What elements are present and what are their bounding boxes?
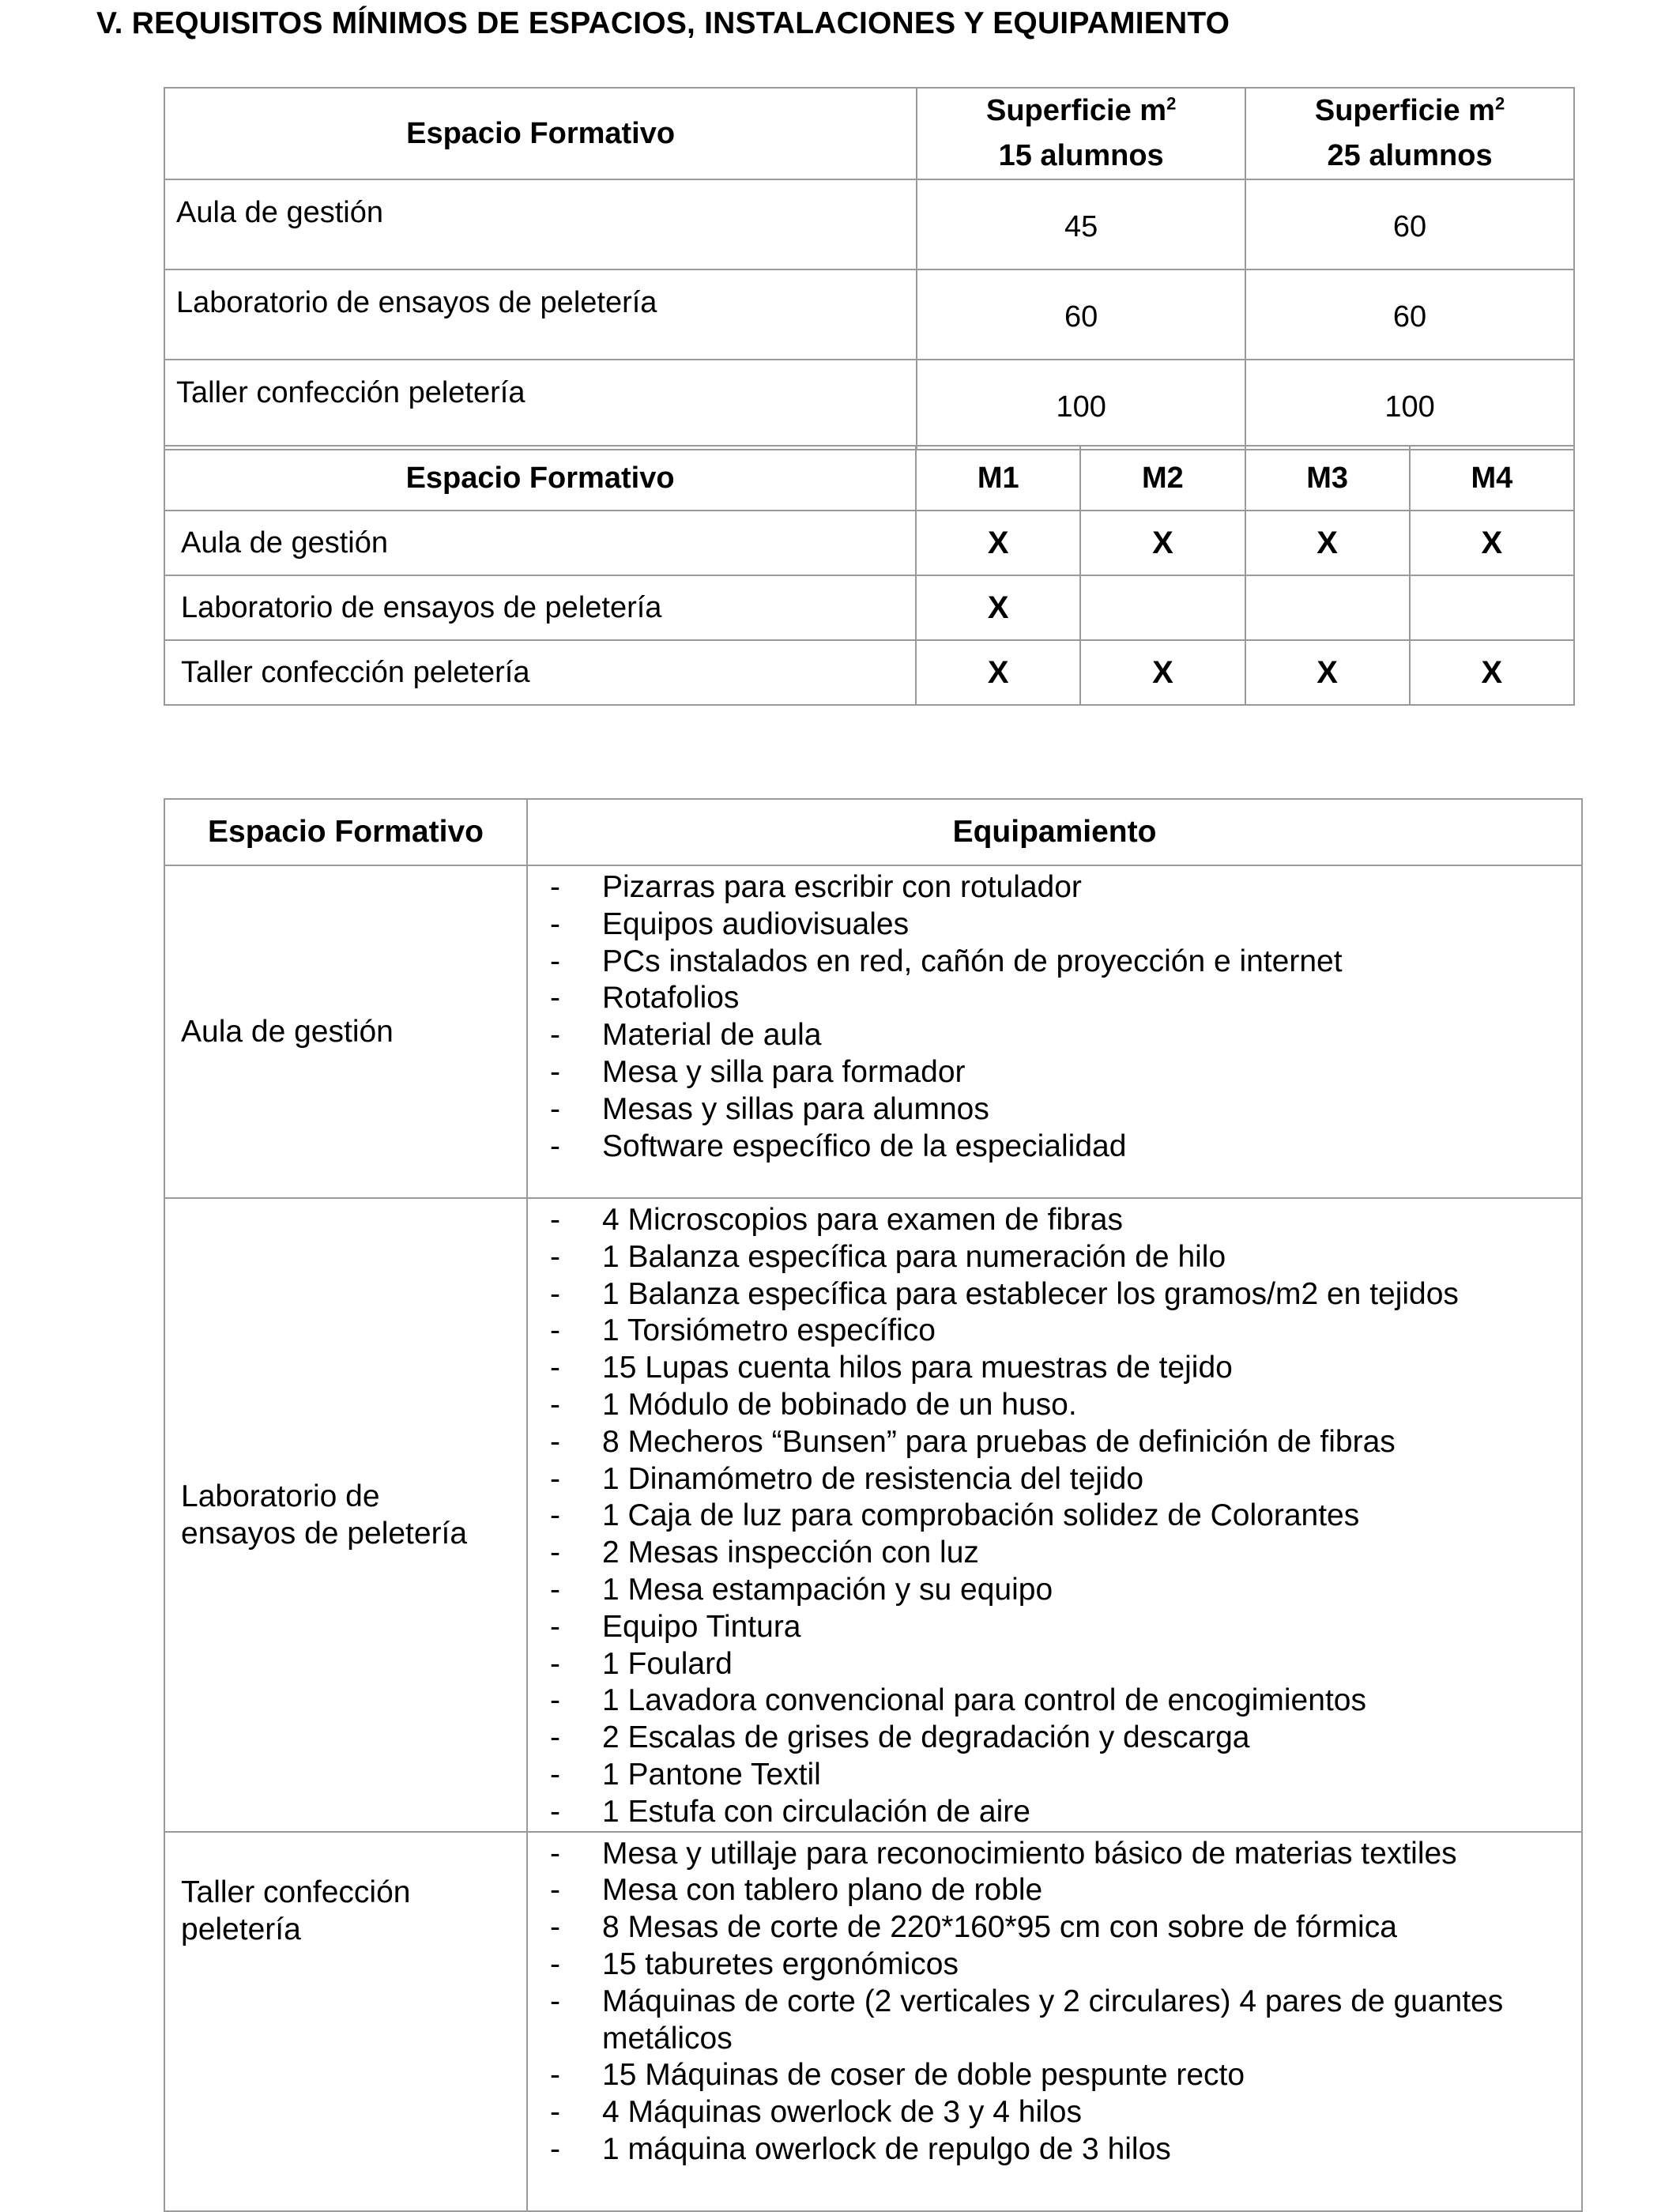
module-mark-m1: X bbox=[916, 640, 1080, 705]
header-m1: M1 bbox=[916, 446, 1080, 511]
header-15-alumnos: 15 alumnos bbox=[998, 139, 1164, 172]
surface-table-header bbox=[164, 88, 1574, 179]
space-name-text: Taller confección peletería bbox=[181, 1875, 411, 1946]
equipment-cell bbox=[527, 865, 1582, 1198]
space-name-text: Laboratorio de ensayos de peletería bbox=[181, 1479, 468, 1551]
list-item: - Pizarras para escribir con rotulador bbox=[528, 869, 1581, 906]
space-name: Taller confección peletería bbox=[164, 360, 917, 450]
list-item: - 1 Mesa estampación y su equipo bbox=[528, 1572, 1581, 1609]
module-mark-m2: X bbox=[1080, 640, 1245, 705]
equipment-list bbox=[528, 1202, 1581, 1831]
table-row bbox=[164, 640, 1574, 705]
header-espacio-formativo: Espacio Formativo bbox=[164, 88, 917, 179]
list-item: - PCs instalados en red, cañón de proyección e internet bbox=[528, 944, 1581, 981]
list-item: - 2 Escalas de grises de degradación y descarga bbox=[528, 1720, 1581, 1757]
space-name: Taller confección peletería bbox=[164, 640, 916, 705]
surface-25: 60 bbox=[1245, 179, 1574, 269]
equipment-table-header bbox=[164, 799, 1582, 865]
surface-15: 45 bbox=[917, 179, 1245, 269]
space-name: Aula de gestión bbox=[164, 511, 916, 575]
equipment-cell bbox=[527, 1198, 1582, 1832]
space-name bbox=[164, 1832, 527, 2211]
table-row bbox=[164, 865, 1582, 1198]
equipment-list bbox=[528, 869, 1581, 1165]
header-equipamiento: Equipamiento bbox=[527, 799, 1582, 865]
list-item: - 4 Máquinas owerlock de 3 y 4 hilos bbox=[528, 2094, 1581, 2131]
list-item: - Material de aula bbox=[528, 1017, 1581, 1054]
list-item: - 1 Dinamómetro de resistencia del tejido bbox=[528, 1461, 1581, 1498]
list-item: - 8 Mecheros “Bunsen” para pruebas de definición de fibras bbox=[528, 1424, 1581, 1461]
header-espacio-formativo: Espacio Formativo bbox=[164, 446, 916, 511]
list-item: - 1 Lavadora convencional para control de encogimientos bbox=[528, 1683, 1581, 1720]
list-item: - 1 Caja de luz para comprobación solidez de Colorantes bbox=[528, 1498, 1581, 1535]
square-superscript: 2 bbox=[1494, 93, 1505, 114]
module-mark-m4: X bbox=[1410, 511, 1574, 575]
module-mark-m3 bbox=[1245, 575, 1410, 640]
list-item: - 15 Máquinas de coser de doble pespunte recto bbox=[528, 2057, 1581, 2094]
module-mark-m1: X bbox=[916, 575, 1080, 640]
list-item: - Rotafolios bbox=[528, 980, 1581, 1017]
space-name bbox=[164, 1198, 527, 1832]
space-name: Laboratorio de ensayos de peletería bbox=[164, 575, 916, 640]
equipment-list bbox=[528, 1836, 1581, 2169]
surface-25: 100 bbox=[1245, 360, 1574, 450]
module-mark-m4: X bbox=[1410, 640, 1574, 705]
table-row bbox=[164, 179, 1574, 269]
list-item: - 15 Lupas cuenta hilos para muestras de tejido bbox=[528, 1350, 1581, 1387]
list-item: - Software específico de la especialidad bbox=[528, 1129, 1581, 1166]
table-row bbox=[164, 360, 1574, 450]
section-title: V. REQUISITOS MÍNIMOS DE ESPACIOS, INSTALACIONES Y EQUIPAMIENTO bbox=[96, 6, 1230, 40]
table-row bbox=[164, 511, 1574, 575]
list-item: - 1 Estufa con circulación de aire bbox=[528, 1794, 1581, 1831]
surface-table bbox=[164, 87, 1575, 450]
module-mark-m3: X bbox=[1245, 640, 1410, 705]
list-item: - 1 Foulard bbox=[528, 1646, 1581, 1683]
list-item: - 1 Balanza específica para numeración de hilo bbox=[528, 1239, 1581, 1276]
header-superficie-25-label: Superficie m bbox=[1314, 94, 1495, 127]
list-item: - Equipos audiovisuales bbox=[528, 906, 1581, 944]
header-superficie-15-label: Superficie m bbox=[985, 94, 1167, 127]
header-m3: M3 bbox=[1245, 446, 1410, 511]
square-superscript: 2 bbox=[1166, 93, 1177, 114]
list-item: - 1 máquina owerlock de repulgo de 3 hilos bbox=[528, 2131, 1581, 2169]
table-row bbox=[164, 1832, 1582, 2211]
module-mark-m3: X bbox=[1245, 511, 1410, 575]
list-item: - 1 Pantone Textil bbox=[528, 1757, 1581, 1794]
module-mark-m2: X bbox=[1080, 511, 1245, 575]
list-item: - 1 Módulo de bobinado de un huso. bbox=[528, 1387, 1581, 1424]
module-table-header bbox=[164, 446, 1574, 511]
list-item: - 8 Mesas de corte de 220*160*95 cm con sobre de fórmica bbox=[528, 1909, 1581, 1946]
header-m4: M4 bbox=[1410, 446, 1574, 511]
surface-25: 60 bbox=[1245, 269, 1574, 360]
table-row bbox=[164, 269, 1574, 360]
space-name: Aula de gestión bbox=[164, 865, 527, 1198]
header-espacio-formativo: Espacio Formativo bbox=[164, 799, 527, 865]
list-item: - 1 Torsiómetro específico bbox=[528, 1313, 1581, 1350]
space-name: Laboratorio de ensayos de peletería bbox=[164, 269, 917, 360]
equipment-table bbox=[164, 798, 1583, 2212]
module-mark-m1: X bbox=[916, 511, 1080, 575]
surface-15: 60 bbox=[917, 269, 1245, 360]
equipment-cell bbox=[527, 1832, 1582, 2211]
list-item: - 15 taburetes ergonómicos bbox=[528, 1946, 1581, 1984]
list-item: - Mesa y utillaje para reconocimiento básico de materias textiles bbox=[528, 1836, 1581, 1873]
list-item: - Mesas y sillas para alumnos bbox=[528, 1091, 1581, 1129]
list-item: - 1 Balanza específica para establecer los gramos/m2 en tejidos bbox=[528, 1276, 1581, 1313]
space-name: Aula de gestión bbox=[164, 179, 917, 269]
module-table bbox=[164, 445, 1575, 706]
module-mark-m4 bbox=[1410, 575, 1574, 640]
surface-15: 100 bbox=[917, 360, 1245, 450]
list-item: - 4 Microscopios para examen de fibras bbox=[528, 1202, 1581, 1239]
header-superficie-25 bbox=[1245, 88, 1574, 179]
table-row bbox=[164, 1198, 1582, 1832]
module-mark-m2 bbox=[1080, 575, 1245, 640]
list-item: - 2 Mesas inspección con luz bbox=[528, 1535, 1581, 1572]
list-item: - Equipo Tintura bbox=[528, 1609, 1581, 1646]
list-item: - Mesa y silla para formador bbox=[528, 1054, 1581, 1091]
header-superficie-15 bbox=[917, 88, 1245, 179]
header-m2: M2 bbox=[1080, 446, 1245, 511]
list-item: - Mesa con tablero plano de roble bbox=[528, 1872, 1581, 1909]
list-item: - Máquinas de corte (2 verticales y 2 circulares) 4 pares de guantes metálicos bbox=[528, 1984, 1581, 2058]
header-25-alumnos: 25 alumnos bbox=[1327, 139, 1493, 172]
table-row bbox=[164, 575, 1574, 640]
